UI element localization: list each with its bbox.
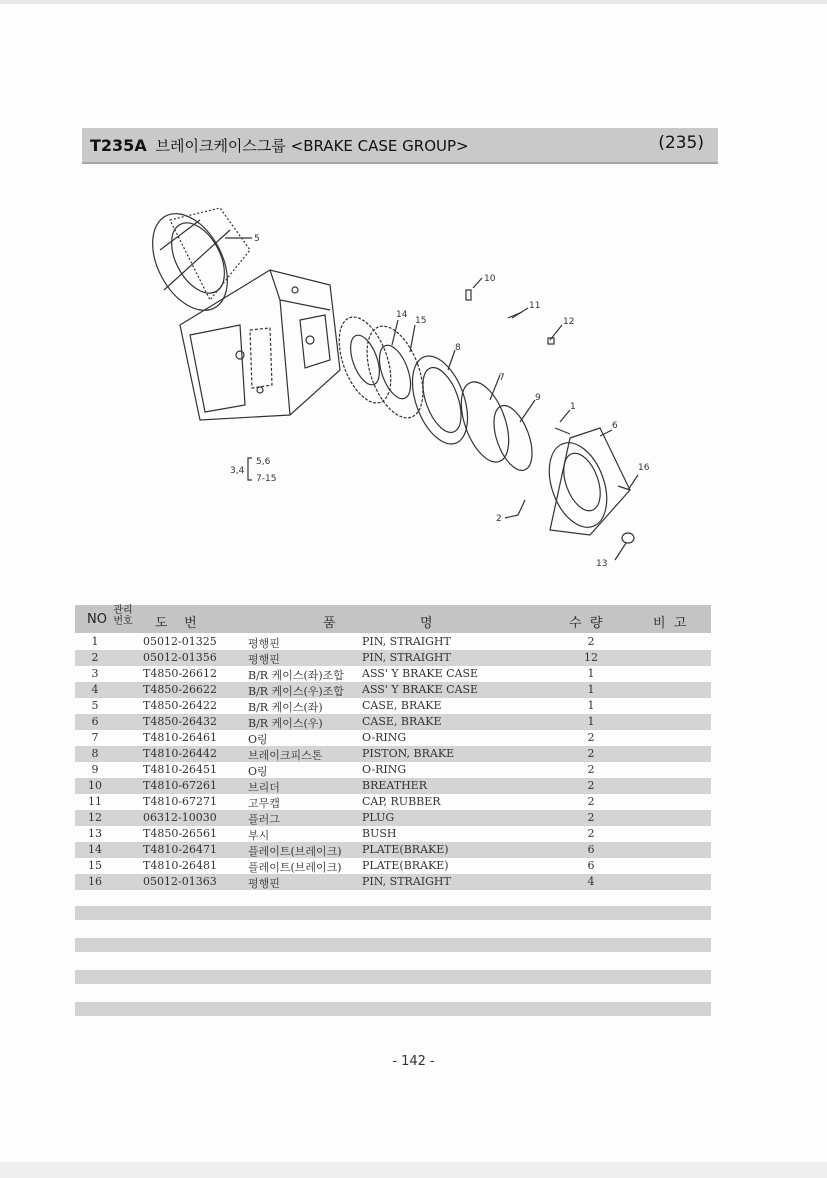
header-qty: 수 량 — [569, 616, 603, 631]
callout-8: 8 — [455, 343, 461, 353]
table-row — [75, 826, 711, 842]
row-part-no: T4810-26461 — [143, 731, 218, 744]
callout-11: 11 — [529, 301, 541, 311]
row-no: 12 — [88, 811, 102, 824]
row-name-eng: ASS' Y BRAKE CASE — [362, 667, 479, 680]
breather-drawing — [466, 290, 471, 300]
row-part-no: 06312-10030 — [143, 811, 217, 824]
callout-5: 5 — [254, 234, 260, 244]
row-no: 13 — [88, 827, 102, 840]
row-name-kor: O링 — [248, 765, 268, 778]
row-no: 16 — [88, 875, 102, 888]
callout-2: 2 — [496, 514, 502, 524]
row-no: 8 — [91, 747, 99, 760]
page-edge-bottom — [0, 1162, 827, 1178]
title-bar — [82, 128, 718, 164]
page-title — [90, 135, 469, 156]
title-code: T235A — [90, 136, 147, 155]
empty-row-band — [75, 938, 711, 952]
title-label: 브레이크케이스그룹 <BRAKE CASE GROUP> — [155, 137, 469, 155]
table-row — [75, 858, 711, 874]
row-no: 10 — [88, 779, 102, 792]
row-name-kor: 플러그 — [248, 813, 280, 826]
table-row — [75, 666, 711, 682]
callout-15: 15 — [415, 316, 427, 326]
row-name-kor: 평행핀 — [248, 877, 280, 890]
callout-12: 12 — [563, 317, 575, 327]
row-part-no: T4850-26432 — [143, 715, 218, 728]
row-qty: 2 — [587, 827, 595, 840]
row-name-kor: B/R 케이스(좌) — [248, 701, 323, 714]
callout-10: 10 — [484, 274, 496, 284]
table-row — [75, 714, 711, 730]
row-qty: 2 — [587, 763, 595, 776]
row-name-eng: CAP, RUBBER — [362, 795, 441, 808]
brake-case-left-drawing — [137, 201, 250, 323]
row-name-eng: ASS' Y BRAKE CASE — [362, 683, 479, 696]
row-qty: 2 — [587, 731, 595, 744]
row-name-kor: B/R 케이스(우)조합 — [248, 685, 344, 698]
row-name-eng: PIN, STRAIGHT — [362, 651, 451, 664]
header-no: NO — [87, 612, 107, 627]
header-name-1: 품 — [323, 616, 336, 631]
row-no: 6 — [91, 715, 99, 728]
brake-piston-drawing — [402, 349, 479, 452]
row-no: 11 — [88, 795, 102, 808]
page-edge-top — [0, 0, 827, 4]
table-row — [75, 842, 711, 858]
callout-14: 14 — [396, 310, 408, 320]
row-part-no: T4810-26442 — [143, 747, 218, 760]
callout-16: 16 — [638, 463, 650, 473]
row-qty: 6 — [587, 843, 595, 856]
table-row — [75, 778, 711, 794]
callout-6: 6 — [612, 421, 618, 431]
group-ref: 3,4 — [230, 466, 245, 476]
title-reference: (235) — [658, 133, 704, 153]
row-qty: 2 — [587, 635, 595, 648]
row-qty: 2 — [587, 747, 595, 760]
group-item-2: 7-15 — [256, 474, 277, 484]
row-name-eng: CASE, BRAKE — [362, 715, 442, 728]
header-part-no: 도 번 — [155, 616, 197, 631]
callout-1: 1 — [570, 402, 576, 412]
table-row — [75, 698, 711, 714]
row-qty: 2 — [587, 811, 595, 824]
row-name-kor: 부시 — [248, 829, 270, 842]
table-row — [75, 874, 711, 890]
row-qty: 4 — [587, 875, 595, 888]
callout-7: 7 — [499, 373, 505, 383]
row-no: 15 — [88, 859, 102, 872]
row-qty: 12 — [584, 651, 598, 664]
row-name-eng: PIN, STRAIGHT — [362, 635, 451, 648]
row-name-eng: BUSH — [362, 827, 397, 840]
row-no: 9 — [91, 763, 99, 776]
row-name-eng: PLATE(BRAKE) — [362, 859, 449, 872]
row-name-kor: 평행핀 — [248, 653, 280, 666]
header-mgmt-no: 관리 번호 — [113, 605, 133, 627]
row-name-kor: 플레이트(브레이크) — [248, 845, 342, 858]
bush-drawing — [622, 533, 634, 543]
row-name-kor: 브레이크피스톤 — [248, 749, 323, 762]
exploded-parts-diagram — [130, 190, 670, 580]
group-item-1: 5,6 — [256, 457, 271, 467]
row-qty: 1 — [587, 699, 595, 712]
header-remarks: 비 고 — [653, 616, 687, 631]
row-no: 4 — [91, 683, 99, 696]
row-name-eng: PISTON, BRAKE — [362, 747, 455, 760]
row-name-eng: O-RING — [362, 763, 407, 776]
page-number: - 142 - — [392, 1054, 435, 1069]
empty-row-band — [75, 906, 711, 920]
pin-drawing-2 — [518, 500, 525, 515]
empty-row-band — [75, 970, 711, 984]
row-name-kor: B/R 케이스(좌)조합 — [248, 669, 344, 682]
table-row — [75, 746, 711, 762]
row-name-eng: PIN, STRAIGHT — [362, 875, 451, 888]
row-name-kor: 플레이트(브레이크) — [248, 861, 342, 874]
row-qty: 1 — [587, 715, 595, 728]
brake-case-right-drawing — [539, 428, 630, 535]
row-part-no: T4810-67271 — [143, 795, 218, 808]
row-part-no: T4850-26561 — [143, 827, 218, 840]
row-name-eng: BREATHER — [362, 779, 427, 792]
row-part-no: 05012-01325 — [143, 635, 217, 648]
row-part-no: 05012-01363 — [143, 875, 217, 888]
brake-plates-drawing — [329, 310, 434, 425]
row-name-kor: 고무캡 — [248, 797, 280, 810]
row-part-no: T4810-26451 — [143, 763, 218, 776]
header-name-2: 명 — [420, 616, 433, 631]
row-part-no: T4810-67261 — [143, 779, 218, 792]
row-no: 2 — [91, 651, 99, 664]
table-row — [75, 810, 711, 826]
row-no: 7 — [91, 731, 99, 744]
o-ring-small-drawing — [486, 401, 539, 476]
table-row — [75, 762, 711, 778]
callout-9: 9 — [535, 393, 541, 403]
empty-row-band — [75, 1002, 711, 1016]
row-name-eng: CASE, BRAKE — [362, 699, 442, 712]
row-part-no: T4850-26422 — [143, 699, 218, 712]
table-row — [75, 634, 711, 650]
row-qty: 2 — [587, 779, 595, 792]
row-name-kor: B/R 케이스(우) — [248, 717, 323, 730]
row-no: 1 — [91, 635, 99, 648]
row-name-kor: O링 — [248, 733, 268, 746]
row-part-no: T4850-26622 — [143, 683, 218, 696]
row-qty: 2 — [587, 795, 595, 808]
row-qty: 1 — [587, 683, 595, 696]
row-part-no: T4810-26481 — [143, 859, 218, 872]
callout-13: 13 — [596, 559, 608, 569]
row-name-eng: PLATE(BRAKE) — [362, 843, 449, 856]
pin-drawing — [555, 428, 570, 434]
table-row — [75, 650, 711, 666]
row-no: 5 — [91, 699, 99, 712]
row-part-no: T4850-26612 — [143, 667, 218, 680]
table-row — [75, 794, 711, 810]
row-qty: 6 — [587, 859, 595, 872]
row-name-kor: 평행핀 — [248, 637, 280, 650]
row-no: 3 — [91, 667, 99, 680]
row-name-eng: O-RING — [362, 731, 407, 744]
row-part-no: 05012-01356 — [143, 651, 217, 664]
table-row — [75, 682, 711, 698]
row-no: 14 — [88, 843, 102, 856]
row-qty: 1 — [587, 667, 595, 680]
row-part-no: T4810-26471 — [143, 843, 218, 856]
row-name-kor: 브리더 — [248, 781, 280, 794]
row-name-eng: PLUG — [362, 811, 395, 824]
table-row — [75, 730, 711, 746]
parts-table-header — [75, 605, 711, 633]
